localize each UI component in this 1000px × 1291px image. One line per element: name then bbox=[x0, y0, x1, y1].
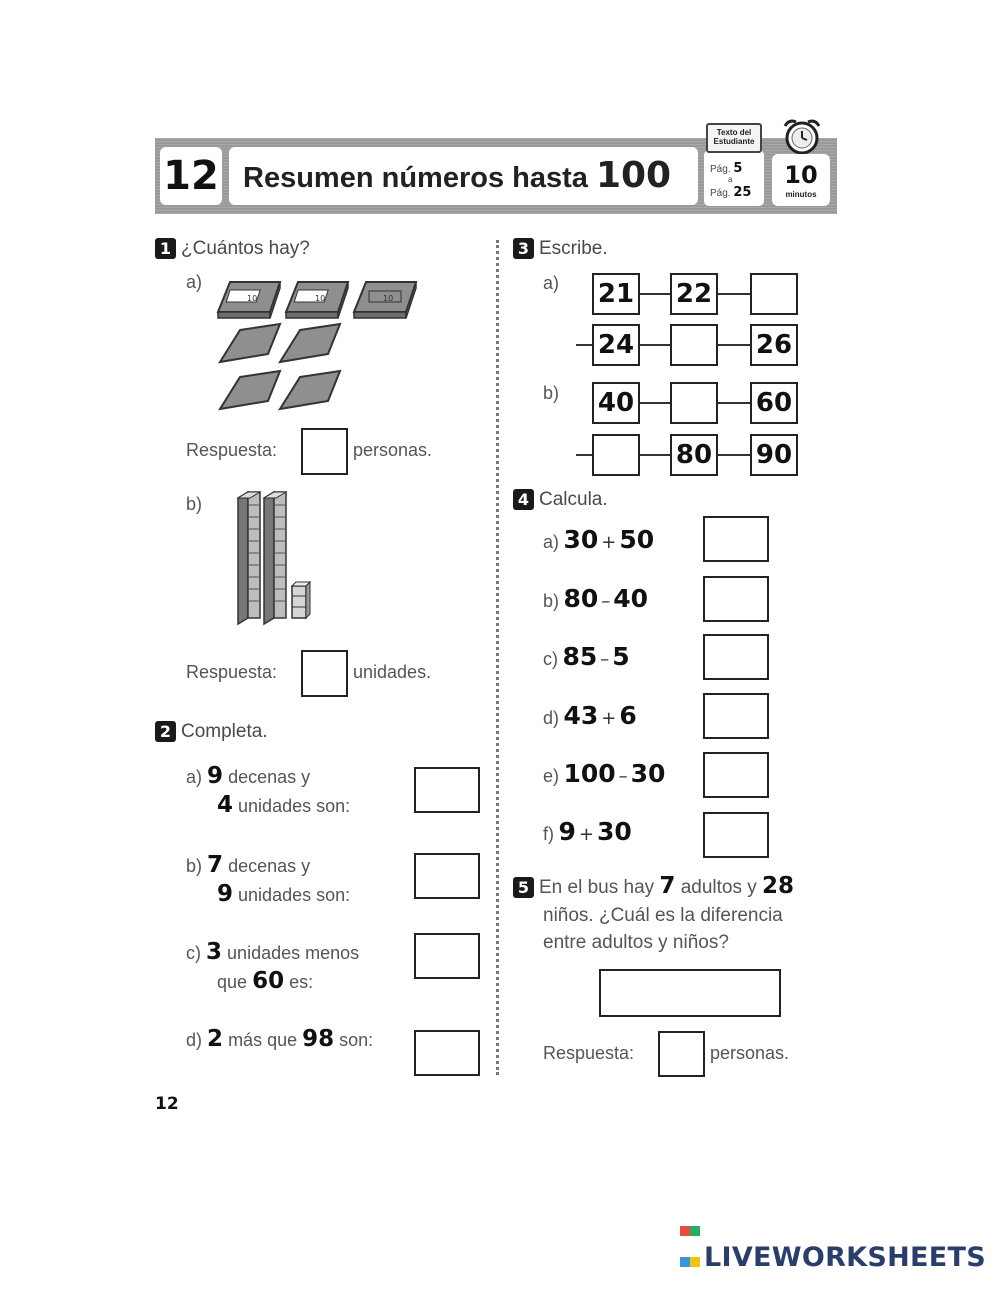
item-b-text1: decenas y bbox=[228, 856, 311, 876]
textbook-badge: Texto del Estudiante bbox=[706, 123, 762, 153]
answer-1b-suffix: unidades. bbox=[353, 662, 432, 682]
operation-box[interactable] bbox=[599, 969, 781, 1017]
calc-a-label: a) bbox=[543, 532, 560, 552]
calc-item-f bbox=[543, 817, 632, 846]
seq-connector bbox=[640, 293, 670, 295]
block-label-2: 10 bbox=[315, 294, 326, 303]
item-c-number: 60 bbox=[252, 968, 285, 994]
answer-4a-box[interactable] bbox=[703, 516, 769, 562]
answer-1a-box[interactable] bbox=[301, 428, 348, 475]
ten-rod-1 bbox=[238, 492, 260, 624]
calc-b-operand1: 80 bbox=[563, 584, 599, 613]
lesson-title-number: 100 bbox=[595, 155, 672, 196]
seq-connector bbox=[718, 402, 750, 404]
item-c-text1: unidades menos bbox=[227, 943, 360, 963]
item-b-label: b) bbox=[186, 856, 203, 876]
calc-b-operator: – bbox=[601, 591, 611, 612]
calc-item-b bbox=[543, 584, 648, 613]
item-c-text2a: que bbox=[217, 972, 248, 992]
item-a-units: 4 bbox=[217, 792, 234, 818]
answer-4c-box[interactable] bbox=[703, 634, 769, 680]
calc-d-operand2: 6 bbox=[619, 701, 637, 730]
answer-1b-box[interactable] bbox=[301, 650, 348, 697]
section-1-title: ¿Cuántos hay? bbox=[181, 238, 310, 259]
calc-item-a bbox=[543, 525, 654, 554]
item-d-text2: son: bbox=[339, 1030, 374, 1050]
ten-rod-2 bbox=[264, 492, 286, 624]
seq-b-r1-c1: 40 bbox=[592, 382, 640, 424]
seq-a-r2-c1: 24 bbox=[592, 324, 640, 366]
item-b-text2: unidades son: bbox=[238, 885, 351, 905]
seq-connector bbox=[718, 293, 750, 295]
calc-c-operand1: 85 bbox=[562, 642, 598, 671]
section-4-number: 4 bbox=[513, 489, 534, 510]
timer-label: minutos bbox=[785, 190, 817, 199]
problem-line-2: niños. ¿Cuál es la diferencia bbox=[543, 905, 783, 926]
seq-b-r2-c1-input[interactable] bbox=[592, 434, 640, 476]
problem-text-1: En el bus hay bbox=[539, 877, 655, 898]
answer-2a-box[interactable] bbox=[414, 767, 480, 813]
page-ref-2: 25 bbox=[733, 185, 752, 200]
section-5-number: 5 bbox=[513, 877, 534, 898]
seq-a-r2-c2-input[interactable] bbox=[670, 324, 718, 366]
section-3b-label: b) bbox=[543, 383, 560, 403]
problem-adults-count: 7 bbox=[659, 873, 676, 899]
seq-a-r1-c1: 21 bbox=[592, 273, 640, 315]
calc-item-e bbox=[543, 759, 665, 788]
flat-tile-3 bbox=[220, 371, 280, 409]
calc-f-operand1: 9 bbox=[558, 817, 576, 846]
liveworksheets-logo[interactable] bbox=[680, 1213, 986, 1273]
page-label-1: Pág. bbox=[710, 164, 731, 175]
item-b-tens: 7 bbox=[207, 852, 224, 878]
answer-4d-box[interactable] bbox=[703, 693, 769, 739]
calc-e-operand2: 30 bbox=[630, 759, 666, 788]
calc-a-operand1: 30 bbox=[563, 525, 599, 554]
completa-item-d bbox=[186, 1025, 373, 1054]
lesson-number: 12 bbox=[160, 147, 222, 205]
problem-line-3: entre adultos y niños? bbox=[543, 932, 729, 953]
answer-5-suffix: personas. bbox=[710, 1043, 790, 1063]
calc-item-c bbox=[543, 642, 630, 671]
seq-connector bbox=[576, 454, 592, 456]
section-3-number: 3 bbox=[513, 238, 534, 259]
item-d-text1: más que bbox=[228, 1030, 298, 1050]
problem-text-2: adultos y bbox=[680, 877, 757, 898]
answer-5-box[interactable] bbox=[658, 1031, 705, 1077]
calc-d-operand1: 43 bbox=[563, 701, 599, 730]
item-d-label: d) bbox=[186, 1030, 203, 1050]
block-label-3: 10 bbox=[383, 294, 394, 303]
page-ref-1: 5 bbox=[733, 161, 743, 176]
problem-children-count: 28 bbox=[762, 873, 795, 899]
section-3a-label: a) bbox=[543, 273, 560, 293]
section-3-header bbox=[513, 238, 608, 260]
seq-a-r1-c3-input[interactable] bbox=[750, 273, 798, 315]
lesson-title-text: Resumen números hasta bbox=[243, 162, 588, 194]
seq-a-r1-c2: 22 bbox=[670, 273, 718, 315]
flat-tile-4 bbox=[280, 371, 340, 409]
calc-f-label: f) bbox=[543, 824, 554, 844]
calc-d-label: d) bbox=[543, 708, 560, 728]
section-1b-label: b) bbox=[186, 494, 203, 514]
item-c-label: c) bbox=[186, 943, 201, 963]
calc-f-operand2: 30 bbox=[596, 817, 632, 846]
item-d-number1: 2 bbox=[207, 1026, 224, 1052]
answer-4f-box[interactable] bbox=[703, 812, 769, 858]
completa-item-c bbox=[186, 938, 359, 996]
lesson-title bbox=[229, 147, 698, 205]
unit-cubes bbox=[292, 582, 310, 618]
seq-connector bbox=[640, 402, 670, 404]
flat-tile-2 bbox=[280, 324, 340, 362]
answer-4b-box[interactable] bbox=[703, 576, 769, 622]
seq-connector bbox=[718, 344, 750, 346]
seq-b-r1-c2-input[interactable] bbox=[670, 382, 718, 424]
answer-4e-box[interactable] bbox=[703, 752, 769, 798]
page-ref-connector: a bbox=[728, 175, 733, 184]
calc-f-operator: + bbox=[578, 824, 594, 845]
section-2-number: 2 bbox=[155, 721, 176, 742]
seq-b-r2-c3: 90 bbox=[750, 434, 798, 476]
answer-2d-box[interactable] bbox=[414, 1030, 480, 1076]
calc-e-operand1: 100 bbox=[563, 759, 616, 788]
answer-1a-suffix: personas. bbox=[353, 440, 433, 460]
section-5-problem bbox=[513, 872, 794, 902]
calc-item-d bbox=[543, 701, 637, 730]
answer-5-prefix: Respuesta: bbox=[543, 1043, 635, 1063]
answer-1b-prefix: Respuesta: bbox=[186, 662, 278, 682]
section-2-header bbox=[155, 721, 268, 743]
book-reference bbox=[704, 150, 764, 206]
column-divider bbox=[496, 240, 499, 1075]
item-b-units: 9 bbox=[217, 881, 234, 907]
timer bbox=[772, 154, 830, 206]
calc-c-label: c) bbox=[543, 649, 558, 669]
alarm-clock-icon bbox=[779, 116, 825, 158]
calc-b-label: b) bbox=[543, 591, 560, 611]
calc-b-operand2: 40 bbox=[613, 584, 649, 613]
completa-item-a bbox=[186, 762, 350, 820]
answer-2c-box[interactable] bbox=[414, 933, 480, 979]
item-a-tens: 9 bbox=[207, 763, 224, 789]
liveworksheets-icon bbox=[680, 1213, 702, 1235]
item-c-text2: es: bbox=[289, 972, 314, 992]
flat-tile-1 bbox=[220, 324, 280, 362]
seq-connector bbox=[640, 454, 670, 456]
calc-a-operator: + bbox=[601, 532, 617, 553]
item-a-text1: decenas y bbox=[228, 767, 311, 787]
section-1a-label: a) bbox=[186, 272, 203, 292]
calc-c-operand2: 5 bbox=[612, 642, 630, 671]
section-4-title: Calcula. bbox=[539, 489, 608, 510]
seq-a-r2-c3: 26 bbox=[750, 324, 798, 366]
seq-connector bbox=[718, 454, 750, 456]
liveworksheets-brand: LIVEWORKSHEETS bbox=[703, 1242, 986, 1273]
calc-e-label: e) bbox=[543, 766, 560, 786]
calc-c-operator: – bbox=[600, 649, 610, 670]
seq-connector bbox=[576, 344, 592, 346]
item-c-units: 3 bbox=[206, 939, 223, 965]
section-1-number: 1 bbox=[155, 238, 176, 259]
answer-1a-prefix: Respuesta: bbox=[186, 440, 278, 460]
section-4-header bbox=[513, 489, 608, 511]
section-2-title: Completa. bbox=[181, 721, 268, 742]
completa-item-b bbox=[186, 851, 350, 909]
page-label-2: Pág. bbox=[710, 188, 731, 199]
item-d-number2: 98 bbox=[302, 1026, 335, 1052]
calc-e-operator: – bbox=[618, 766, 628, 787]
calc-a-operand2: 50 bbox=[619, 525, 655, 554]
tens-rods-illustration bbox=[232, 490, 322, 630]
answer-2b-box[interactable] bbox=[414, 853, 480, 899]
seq-b-r2-c2: 80 bbox=[670, 434, 718, 476]
item-a-label: a) bbox=[186, 767, 203, 787]
calc-d-operator: + bbox=[601, 708, 617, 729]
section-3-title: Escribe. bbox=[539, 238, 608, 259]
base-ten-blocks-illustration bbox=[210, 272, 440, 417]
seq-b-r1-c3: 60 bbox=[750, 382, 798, 424]
block-label-1: 10 bbox=[247, 294, 258, 303]
timer-minutes: 10 bbox=[784, 161, 818, 189]
section-1-header bbox=[155, 238, 310, 260]
seq-connector bbox=[640, 344, 670, 346]
page-number: 12 bbox=[155, 1094, 179, 1114]
item-a-text2: unidades son: bbox=[238, 796, 351, 816]
